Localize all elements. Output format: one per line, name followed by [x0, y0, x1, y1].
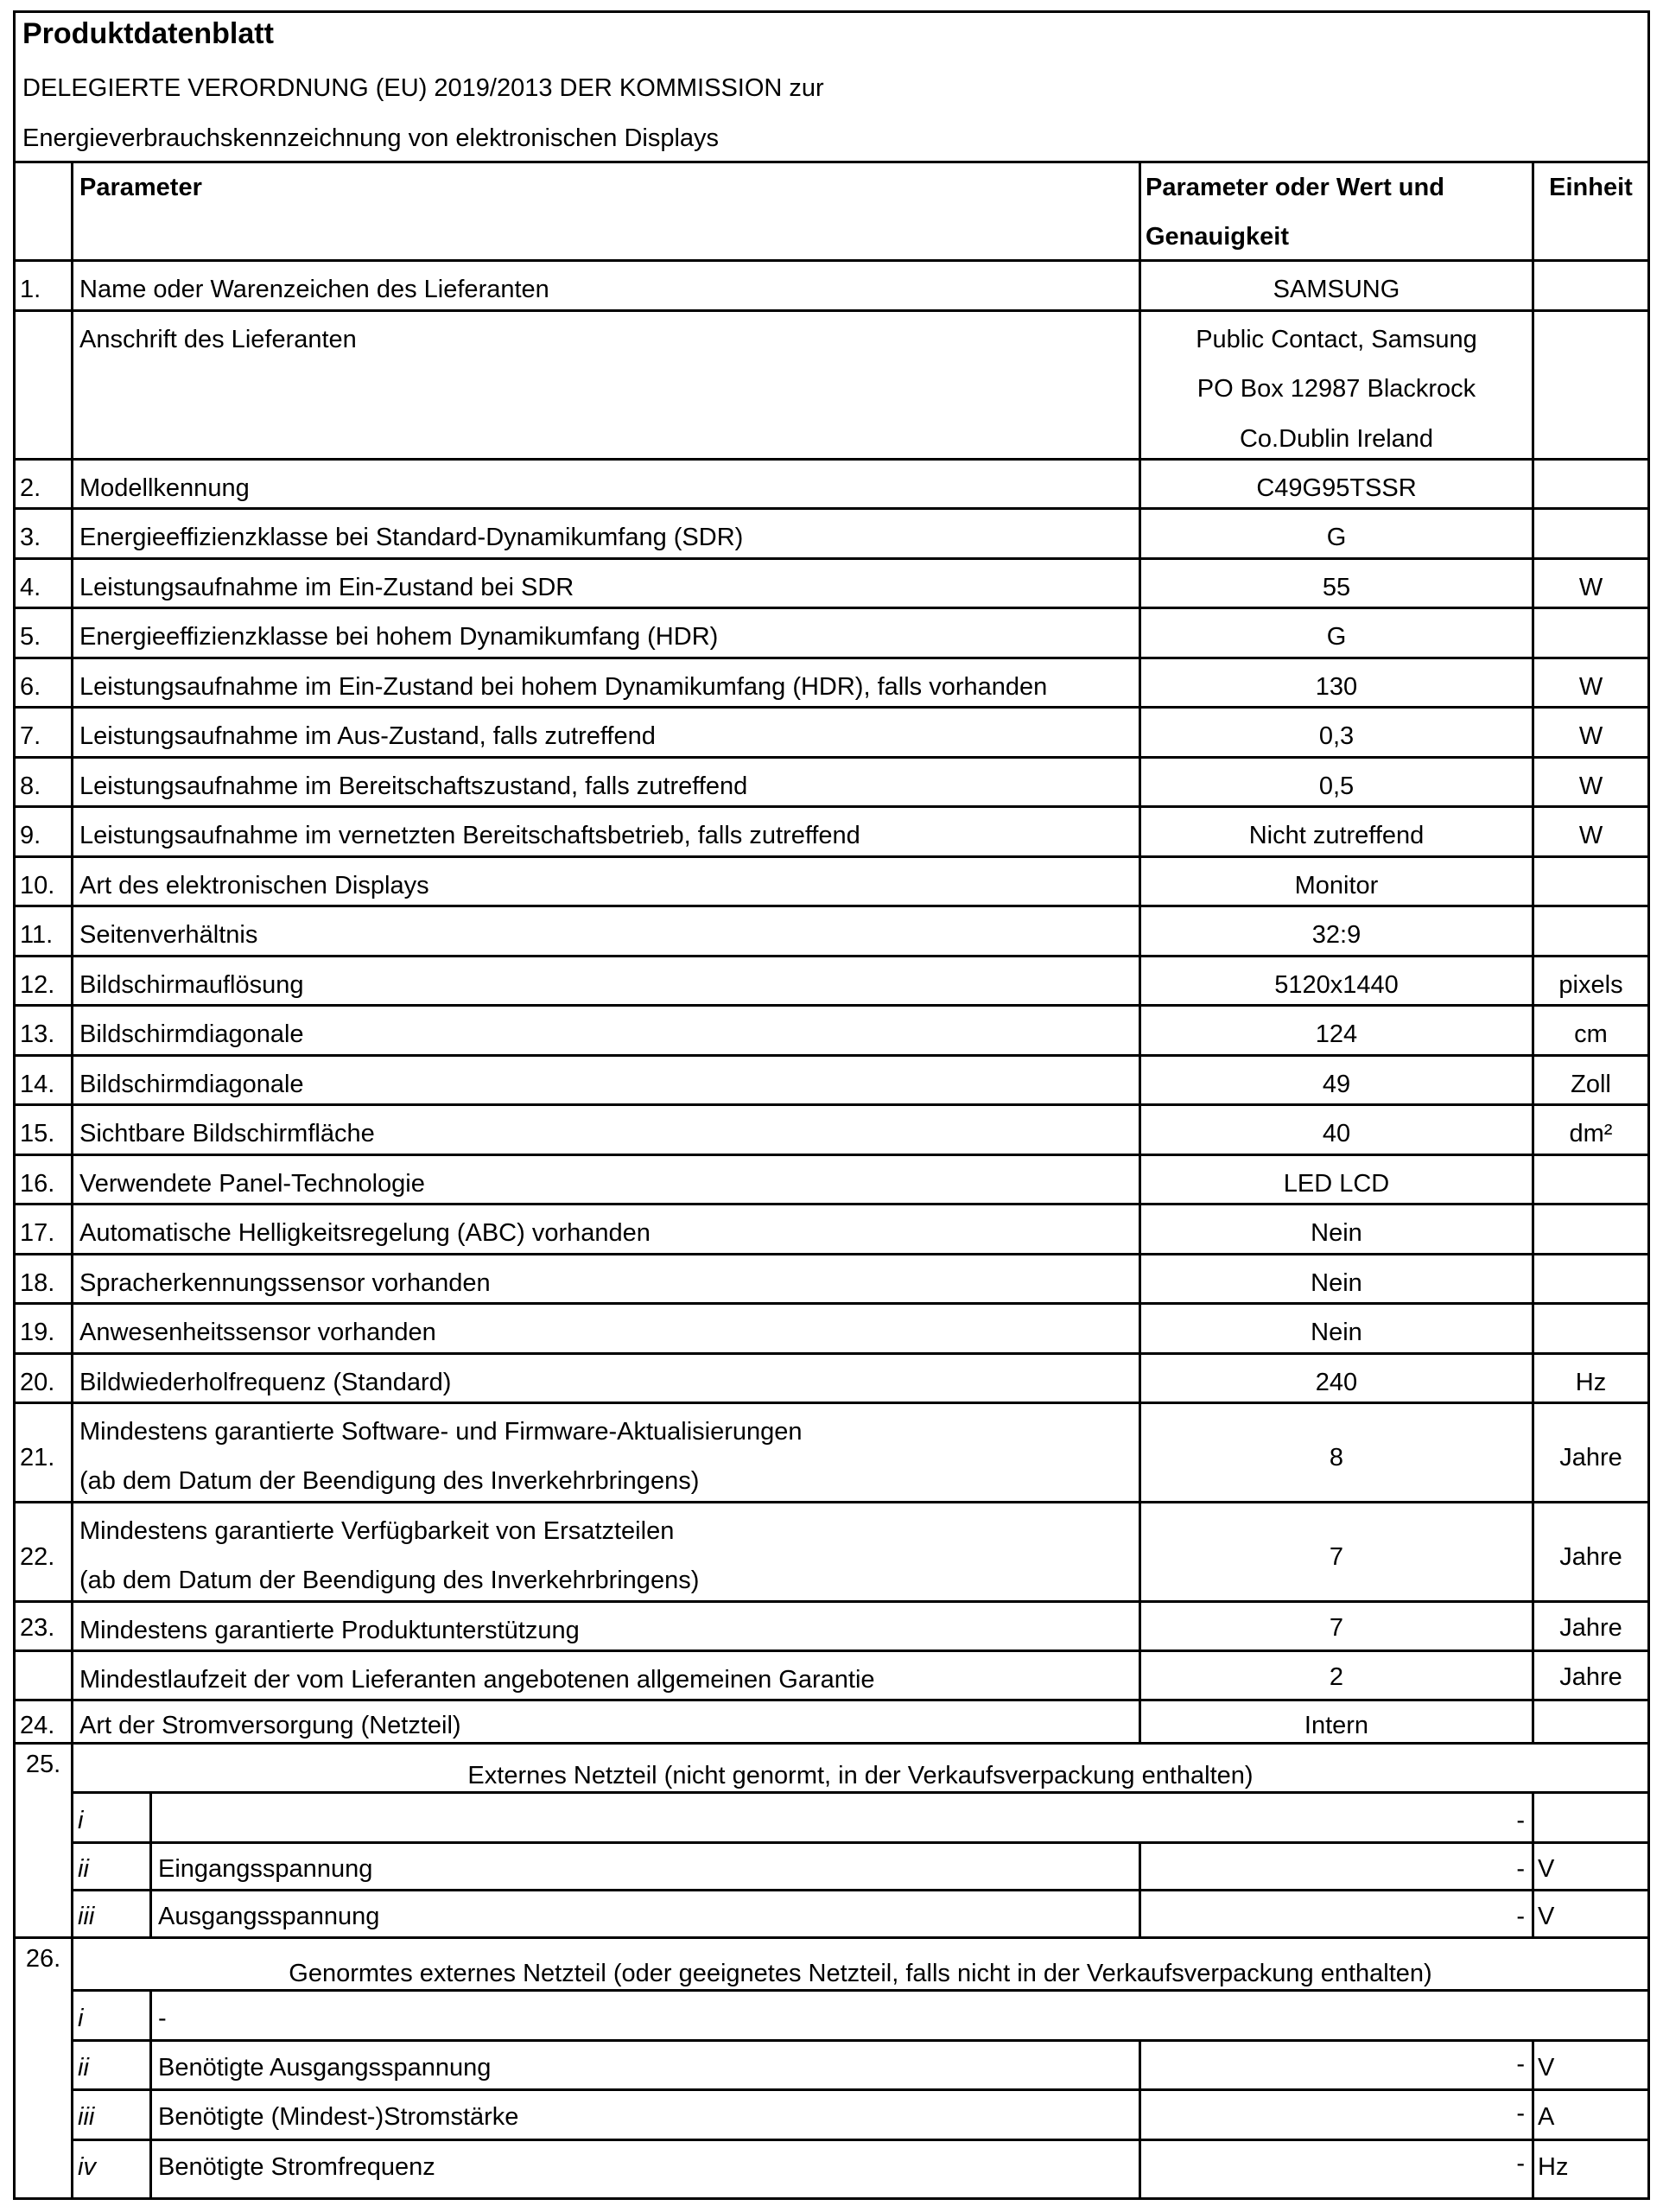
param-panel-technology: Verwendete Panel-Technologie — [79, 1170, 425, 1198]
unit-resolution: pixels — [1558, 971, 1623, 999]
unit-power-networked-standby: W — [1578, 822, 1603, 849]
row-number: 23. — [20, 1614, 55, 1642]
value-software-updates: 8 — [1329, 1444, 1344, 1471]
value-diagonal-cm: 124 — [1315, 1020, 1358, 1048]
value-refresh-rate: 240 — [1315, 1369, 1358, 1396]
param-model: Modellkennung — [79, 474, 250, 502]
unit-refresh-rate: Hz — [1575, 1369, 1607, 1396]
param-power-off: Leistungsaufnahme im Aus-Zustand, falls zutreffend — [79, 722, 656, 750]
label-required-current: Benötigte (Mindest-)Stromstärke — [158, 2103, 519, 2131]
param-resolution: Bildschirmauflösung — [79, 971, 304, 999]
row-number: 4. — [20, 574, 41, 601]
value-required-frequency: - — [1516, 2150, 1525, 2177]
value-presence-sensor: Nein — [1311, 1319, 1362, 1346]
param-presence-sensor: Anwesenheitssensor vorhanden — [79, 1319, 436, 1346]
row-number: 5. — [20, 623, 41, 651]
row-number: 21. — [20, 1444, 55, 1471]
sub-index: i — [78, 1807, 84, 1834]
value-resolution: 5120x1440 — [1274, 971, 1399, 999]
value-standard-psu-i: - — [158, 2005, 167, 2032]
value-power-supply-type: Intern — [1304, 1712, 1369, 1739]
row-number: 15. — [20, 1120, 55, 1147]
value-visible-area: 40 — [1322, 1120, 1351, 1147]
param-efficiency-hdr: Energieeffizienzklasse bei hohem Dynamikumfang (HDR) — [79, 623, 719, 651]
value-power-sdr: 55 — [1322, 574, 1351, 601]
unit-power-off: W — [1578, 722, 1603, 750]
value-address-line-3: Co.Dublin Ireland — [1239, 425, 1434, 453]
value-voice-sensor: Nein — [1311, 1269, 1362, 1297]
value-aspect-ratio: 32:9 — [1311, 921, 1362, 949]
label-required-output-voltage: Benötigte Ausgangsspannung — [158, 2054, 492, 2082]
section-number: 25. — [25, 1751, 61, 1778]
param-power-sdr: Leistungsaufnahme im Ein-Zustand bei SDR — [79, 574, 574, 601]
unit-product-support: Jahre — [1559, 1614, 1622, 1642]
param-aspect-ratio: Seitenverhältnis — [79, 921, 258, 949]
value-address-line-1: Public Contact, Samsung — [1196, 326, 1477, 353]
unit-required-frequency: Hz — [1538, 2153, 1569, 2181]
value-required-output-voltage: - — [1516, 2050, 1525, 2078]
param-supplier-address: Anschrift des Lieferanten — [79, 326, 357, 353]
sub-index: iv — [78, 2153, 96, 2181]
unit-warranty: Jahre — [1559, 1663, 1622, 1691]
row-number: 24. — [20, 1712, 55, 1739]
value-power-networked-standby: Nicht zutreffend — [1248, 822, 1425, 849]
param-efficiency-sdr: Energieeffizienzklasse bei Standard-Dynamikumfang (SDR) — [79, 524, 744, 551]
value-model: C49G95TSSR — [1256, 474, 1417, 502]
row-number: 12. — [20, 971, 55, 999]
column-header-value-line-2: Genauigkeit — [1146, 223, 1289, 251]
row-number: 7. — [20, 722, 41, 750]
unit-power-standby: W — [1578, 772, 1603, 800]
value-product-support: 7 — [1329, 1614, 1344, 1642]
param-product-support: Mindestens garantierte Produktunterstützung — [79, 1617, 580, 1644]
row-number: 3. — [20, 524, 41, 551]
param-diagonal-cm: Bildschirmdiagonale — [79, 1020, 304, 1048]
row-number: 17. — [20, 1219, 55, 1247]
value-output-voltage: - — [1516, 1903, 1525, 1930]
sub-index: ii — [78, 1855, 89, 1883]
value-display-type: Monitor — [1294, 872, 1379, 899]
row-number: 2. — [20, 474, 41, 502]
param-voice-sensor: Spracherkennungssensor vorhanden — [79, 1269, 491, 1297]
row-number: 8. — [20, 772, 41, 800]
row-number: 20. — [20, 1369, 55, 1396]
value-power-hdr: 130 — [1315, 673, 1358, 701]
row-number: 14. — [20, 1071, 55, 1098]
param-power-hdr: Leistungsaufnahme im Ein-Zustand bei hohem Dynamikumfang (HDR), falls vorhanden — [79, 673, 1048, 701]
param-refresh-rate: Bildwiederholfrequenz (Standard) — [79, 1369, 452, 1396]
label-output-voltage: Ausgangsspannung — [158, 1903, 380, 1930]
param-visible-area: Sichtbare Bildschirmfläche — [79, 1120, 375, 1147]
row-number: 13. — [20, 1020, 55, 1048]
value-supplier-name: SAMSUNG — [1273, 276, 1400, 303]
row-number: 19. — [20, 1319, 55, 1346]
param-display-type: Art des elektronischen Displays — [79, 872, 429, 899]
column-header-value-line-1: Parameter oder Wert und — [1146, 174, 1444, 201]
regulation-line-1: DELEGIERTE VERORDNUNG (EU) 2019/2013 DER KOMMISSION zur — [22, 74, 824, 102]
unit-power-hdr: W — [1578, 673, 1603, 701]
unit-diagonal-cm: cm — [1574, 1020, 1608, 1048]
unit-required-output-voltage: V — [1538, 2054, 1555, 2082]
param-software-updates-line-2: (ab dem Datum der Beendigung des Inverkehrbringens) — [79, 1467, 700, 1495]
unit-visible-area: dm² — [1569, 1120, 1613, 1147]
row-number: 18. — [20, 1269, 55, 1297]
section-26-title: Genormtes externes Netzteil (oder geeignetes Netzteil, falls nicht in der Verkaufsverpackung enthalten) — [289, 1960, 1432, 1987]
unit-diagonal-inch: Zoll — [1571, 1071, 1611, 1098]
value-required-current: - — [1516, 2100, 1525, 2127]
param-power-standby: Leistungsaufnahme im Bereitschaftszustand, falls zutreffend — [79, 772, 748, 800]
value-warranty: 2 — [1329, 1663, 1344, 1691]
row-number: 1. — [20, 276, 41, 303]
sub-index: iii — [78, 1903, 95, 1930]
label-input-voltage: Eingangsspannung — [158, 1855, 373, 1883]
value-efficiency-sdr: G — [1326, 524, 1347, 551]
unit-output-voltage: V — [1538, 1903, 1555, 1930]
sub-index: ii — [78, 2054, 89, 2082]
unit-power-sdr: W — [1578, 574, 1603, 601]
value-efficiency-hdr: G — [1326, 623, 1347, 651]
param-power-supply-type: Art der Stromversorgung (Netzteil) — [79, 1712, 461, 1739]
value-input-voltage: - — [1516, 1855, 1525, 1883]
row-number: 6. — [20, 673, 41, 701]
row-number: 10. — [20, 872, 55, 899]
param-software-updates-line-1: Mindestens garantierte Software- und Firmware-Aktualisierungen — [79, 1418, 803, 1446]
row-number: 9. — [20, 822, 41, 849]
row-number: 22. — [20, 1543, 55, 1571]
unit-required-current: A — [1538, 2103, 1555, 2131]
unit-spare-parts: Jahre — [1559, 1543, 1622, 1571]
regulation-line-2: Energieverbrauchskennzeichnung von elektronischen Displays — [22, 124, 720, 152]
param-spare-parts-line-2: (ab dem Datum der Beendigung des Inverkehrbringens) — [79, 1567, 700, 1594]
value-diagonal-inch: 49 — [1322, 1071, 1351, 1098]
value-power-standby: 0,5 — [1318, 772, 1355, 800]
unit-input-voltage: V — [1538, 1855, 1555, 1883]
param-supplier-name: Name oder Warenzeichen des Lieferanten — [79, 276, 549, 303]
param-diagonal-inch: Bildschirmdiagonale — [79, 1071, 304, 1098]
section-number: 26. — [25, 1945, 61, 1973]
unit-software-updates: Jahre — [1559, 1444, 1622, 1471]
sub-index: i — [78, 2005, 84, 2032]
value-power-off: 0,3 — [1318, 722, 1355, 750]
label-required-frequency: Benötigte Stromfrequenz — [158, 2153, 435, 2181]
product-data-sheet — [13, 10, 1650, 2200]
value-panel-technology: LED LCD — [1283, 1170, 1390, 1198]
param-warranty: Mindestlaufzeit der vom Lieferanten angebotenen allgemeinen Garantie — [79, 1666, 875, 1694]
section-25-title: Externes Netzteil (nicht genormt, in der Verkaufsverpackung enthalten) — [467, 1762, 1254, 1789]
param-abc: Automatische Helligkeitsregelung (ABC) vorhanden — [79, 1219, 651, 1247]
param-power-networked-standby: Leistungsaufnahme im vernetzten Bereitschaftsbetrieb, falls zutreffend — [79, 822, 860, 849]
row-number: 11. — [20, 921, 54, 949]
value-external-psu-i: - — [1516, 1807, 1525, 1834]
column-header-unit: Einheit — [1549, 174, 1633, 201]
value-address-line-2: PO Box 12987 Blackrock — [1196, 375, 1476, 403]
value-abc: Nein — [1311, 1219, 1362, 1247]
param-spare-parts-line-1: Mindestens garantierte Verfügbarkeit von Ersatzteilen — [79, 1517, 675, 1545]
sub-index: iii — [78, 2103, 95, 2131]
value-spare-parts: 7 — [1329, 1543, 1344, 1571]
page-title: Produktdatenblatt — [22, 17, 274, 50]
column-header-parameter: Parameter — [79, 174, 202, 201]
row-number: 16. — [20, 1170, 55, 1198]
